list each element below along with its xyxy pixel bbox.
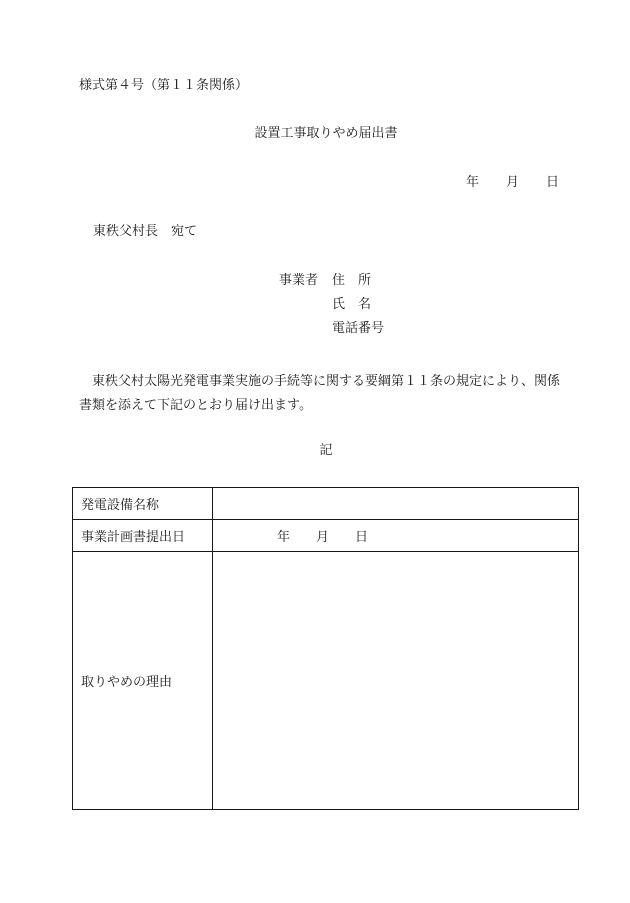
- document-title: 設置工事取りやめ届出書: [254, 126, 398, 141]
- table-date-year: 年: [277, 530, 291, 545]
- date-month: 月: [506, 175, 520, 190]
- addressee-suffix: 宛て: [171, 224, 198, 239]
- table-date-day: 日: [355, 530, 369, 545]
- date-day: 日: [546, 175, 560, 190]
- body-line-2: 書類を添えて下記のとおり届け出ます。: [79, 398, 312, 413]
- addressee-name: 東秩父村長: [93, 224, 159, 239]
- phone-label: 電話番号: [332, 321, 385, 336]
- date-line: [466, 176, 559, 189]
- cancellation-reason-label: 取りやめの理由: [73, 552, 213, 810]
- facility-name-label: 発電設備名称: [73, 488, 213, 520]
- form-number: 様式第４号（第１１条関係）: [79, 78, 249, 93]
- table-row: [73, 552, 579, 810]
- name-label: 氏 名: [332, 297, 372, 312]
- facility-name-field[interactable]: [213, 488, 579, 520]
- address-label: 住 所: [332, 273, 372, 288]
- plan-submission-date-field[interactable]: [213, 520, 579, 552]
- ki-heading: 記: [319, 443, 333, 458]
- plan-submission-date-label: 事業計画書提出日: [73, 520, 213, 552]
- body-line-1: 東秩父村太陽光発電事業実施の手続等に関する要綱第１１条の規定により、関係: [92, 374, 561, 389]
- table-date-month: 月: [316, 530, 330, 545]
- table-row: [73, 488, 579, 520]
- applicant-label: 事業者: [279, 273, 319, 288]
- date-year: 年: [466, 175, 480, 190]
- info-table: [72, 487, 579, 810]
- table-row: [73, 520, 579, 552]
- addressee: [93, 225, 197, 238]
- body-paragraph: [79, 370, 579, 418]
- cancellation-reason-field[interactable]: [213, 552, 579, 810]
